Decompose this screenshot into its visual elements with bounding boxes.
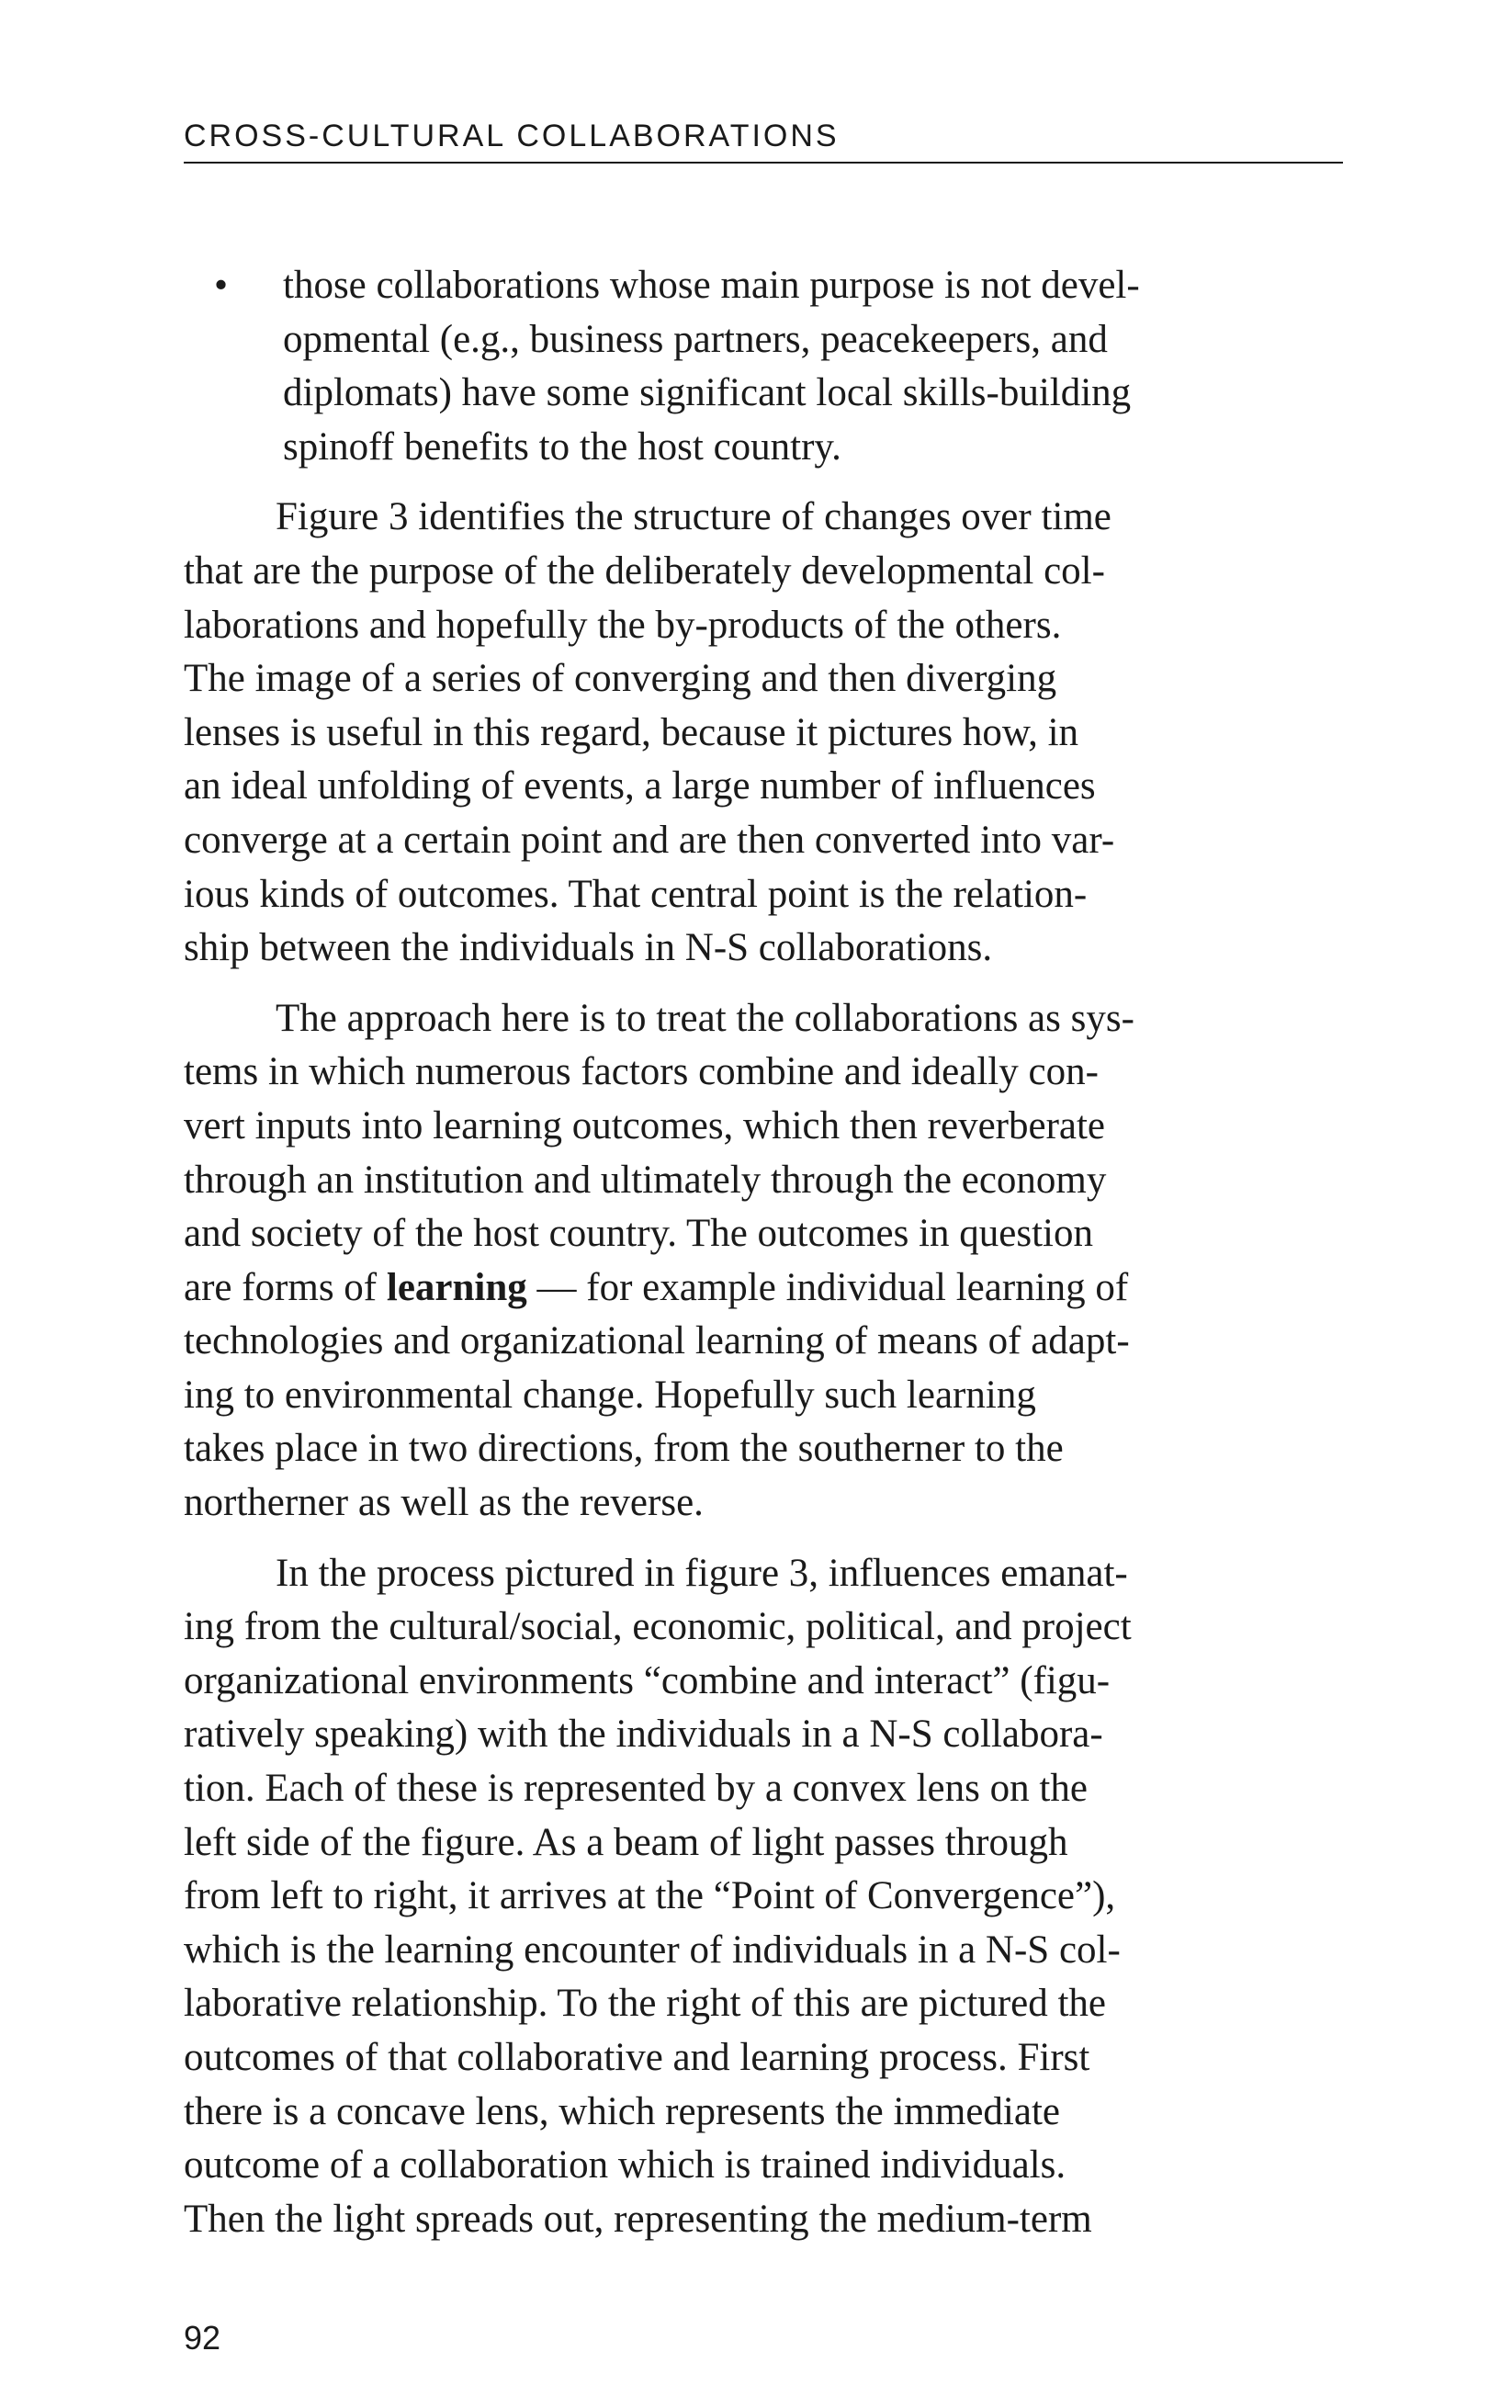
paragraph-gap <box>184 976 1343 992</box>
text-line: left side of the figure. As a beam of light passes through <box>184 1820 1068 1864</box>
text-line: outcomes of that collaborative and learning process. First <box>184 2036 1090 2079</box>
text-line: organizational environments “combine and interact” (figu- <box>184 1658 1111 1702</box>
text-line: which is the learning encounter of individuals in a N-S col- <box>184 1928 1121 1972</box>
text-line: through an institution and ultimately through the economy <box>184 1158 1107 1202</box>
text-line: The image of a series of converging and then diverging <box>184 657 1057 701</box>
text-span: are forms of <box>184 1265 387 1309</box>
text-line <box>184 1261 1343 1316</box>
bullet-line: opmental (e.g., business partners, peacekeepers, and <box>283 317 1108 361</box>
text-line: tion. Each of these is represented by a convex lens on the <box>184 1767 1088 1811</box>
text-line: that are the purpose of the deliberately developmental col- <box>184 548 1105 593</box>
text-line: tems in which numerous factors combine and ideally con- <box>184 1050 1099 1094</box>
bullet-line: diplomats) have some significant local skills-building <box>283 371 1132 415</box>
text-line: an ideal unfolding of events, a large number of influences <box>184 764 1096 808</box>
text-line: The approach here is to treat the collaborations as sys- <box>276 996 1134 1040</box>
bullet-item <box>184 259 1343 474</box>
text-line: vert inputs into learning outcomes, which then reverberate <box>184 1103 1106 1147</box>
paragraph-1 <box>184 491 1343 975</box>
bullet-line: spinoff benefits to the host country. <box>283 424 841 469</box>
text-line: technologies and organizational learning of means of adapt- <box>184 1319 1130 1363</box>
header-rule <box>184 162 1343 164</box>
paragraph-gap <box>184 474 1343 491</box>
paragraph-2 <box>184 992 1343 1531</box>
text-line: from left to right, it arrives at the “Point of Convergence”), <box>184 1874 1116 1918</box>
text-line: In the process pictured in figure 3, influences emanat- <box>276 1551 1128 1595</box>
text-line: laborative relationship. To the right of this are pictured the <box>184 1982 1107 2026</box>
paragraph-gap <box>184 1531 1343 1547</box>
body-text <box>184 259 1343 2246</box>
page-number: 92 <box>184 2319 221 2357</box>
text-line: those collaborations whose main purpose is not devel- <box>283 264 1140 307</box>
text-line: northerner as well as the reverse. <box>184 1481 704 1525</box>
bullet-line <box>184 259 1343 313</box>
text-line: ing to environmental change. Hopefully such learning <box>184 1373 1036 1417</box>
text-line: there is a concave lens, which represents the immediate <box>184 2089 1060 2133</box>
text-line: takes place in two directions, from the southerner to the <box>184 1427 1064 1471</box>
text-line: ratively speaking) with the individuals in a N-S collabora- <box>184 1713 1103 1757</box>
text-line: ing from the cultural/social, economic, political, and project <box>184 1605 1132 1649</box>
running-head: CROSS-CULTURAL COLLABORATIONS <box>184 119 840 153</box>
text-line: laborations and hopefully the by-products of the others. <box>184 603 1062 647</box>
text-line: converge at a certain point and are then converted into var- <box>184 818 1115 862</box>
text-line: Figure 3 identifies the structure of changes over time <box>276 495 1111 539</box>
bold-term: learning <box>386 1265 527 1309</box>
paragraph-3 <box>184 1547 1343 2247</box>
text-line: Then the light spreads out, representing the medium-term <box>184 2197 1092 2241</box>
text-line: and society of the host country. The outcomes in question <box>184 1212 1094 1256</box>
text-line: outcome of a collaboration which is trained individuals. <box>184 2143 1066 2188</box>
text-span: — for example individual learning of <box>526 1265 1129 1309</box>
text-line: ious kinds of outcomes. That central point is the relation- <box>184 872 1088 916</box>
text-line: lenses is useful in this regard, because it pictures how, in <box>184 710 1079 754</box>
text-line: ship between the individuals in N-S collaborations. <box>184 926 993 970</box>
bullet-icon: • <box>214 264 229 307</box>
